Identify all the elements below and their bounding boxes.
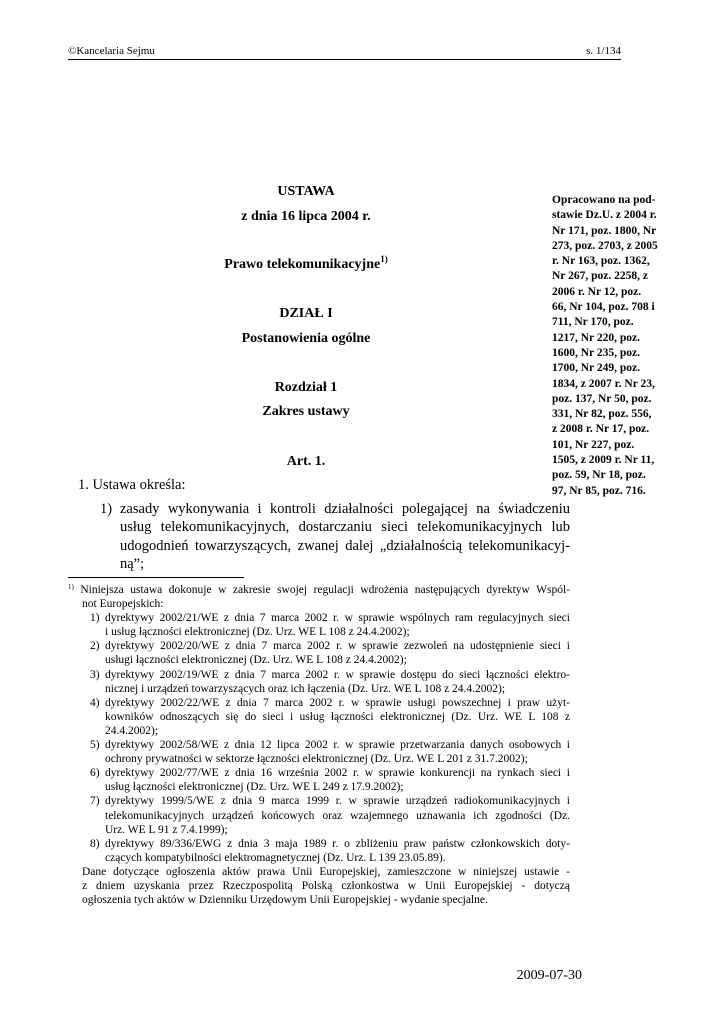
list-item-number: 1) [100, 501, 113, 517]
list-item-line: ną”; [120, 555, 145, 572]
footnote-line: Dane dotyczące ogłoszenia aktów prawa Unii Europejskiej, zamieszczone w niniejszej ustawie - [82, 865, 570, 878]
footnote-line: not Europejskich: [82, 598, 164, 611]
footnote-line: kowników odnoszących się do sieci i usług łączności elektronicznej (Dz. Urz. WE L 108 z [105, 710, 570, 723]
footnote-line: i usług łączności elektronicznej (Dz. Urz. WE L 108 z 24.4.2002); [105, 626, 410, 639]
act-title-footnote-ref: 1) [380, 254, 388, 264]
footnote-line: ochrony prywatności w sektorze łączności elektronicznej (Dz. Urz. WE L 201 z 31.7.2002); [105, 753, 528, 766]
footnote-line-text: Niniejsza ustawa dokonuje w zakresie swojej regulacji wdrożenia następujących dyrektyw Wspól- [80, 584, 570, 596]
footnote-marker: 1) [68, 583, 74, 591]
list-item-text [120, 500, 570, 573]
consolidation-note-line: 331, Nr 82, poz. 556, [552, 408, 652, 421]
consolidation-note-line: Opracowano na pod- [552, 194, 656, 206]
consolidation-note-line: z 2008 r. Nr 17, poz. [552, 423, 650, 436]
footer-date: 2009-07-30 [516, 968, 582, 983]
chapter-heading: Rozdział 1 [274, 380, 338, 395]
consolidation-note-line: stawie Dz.U. z 2004 r. [552, 209, 657, 222]
consolidation-note-line: poz. 59, Nr 18, poz. [552, 469, 646, 482]
consolidation-note-line: 2006 r. Nr 12, poz. [552, 285, 642, 298]
division-title: Postanowienia ogólne [241, 331, 371, 346]
publisher-label: ©Kancelaria Sejmu [68, 45, 155, 57]
footnote-marker-wrap [68, 584, 80, 596]
footnote-line: z dniem uzyskania przez Rzeczpospolitą Polską członkostwa w Unii Europejskiej - dotyczą [82, 879, 570, 892]
footnote-item-line: dyrektywy 1999/5/WE z dnia 9 marca 1999 r. w sprawie urządzeń radiokomunikacyjnych i [105, 795, 570, 808]
list-item-1 [100, 500, 570, 573]
footnote-list-item [90, 794, 570, 808]
consolidation-note-line: 711, Nr 170, poz. [552, 316, 634, 329]
footnote-item-line: dyrektywy 2002/19/WE z dnia 7 marca 2002 r. w sprawie dostępu do sieci łączności elektro- [105, 668, 570, 681]
division-heading: DZIAŁ I [279, 306, 333, 321]
footnote-item-line: dyrektywy 89/336/EWG z dnia 3 maja 1989 r. o zbliżeniu praw państw członkowskich doty- [105, 837, 570, 850]
footnote-item-line: dyrektywy 2002/21/WE z dnia 7 marca 2002 r. w sprawie wspólnych ram regulacyjnych sieci [105, 612, 570, 625]
paragraph-1: 1. Ustawa określa: [78, 477, 186, 493]
footnote-line: Urz. WE L 91 z 7.4.1999); [105, 823, 228, 836]
footnote-item-line: dyrektywy 2002/58/WE z dnia 12 lipca 2002 r. w sprawie przetwarzania danych osobowych i [105, 739, 570, 752]
list-item-line: usług telekomunikacyjnych, dostarczaniu sieci telekomunikacyjnych lub [120, 519, 570, 536]
footnote-line: usługi łączności elektronicznej (Dz. Urz. WE L 108 z 24.4.2002); [105, 654, 407, 667]
footnote-item-number: 4) [90, 696, 100, 709]
footnote [68, 583, 570, 907]
consolidation-note-line: 1505, z 2009 r. Nr 11, [552, 454, 655, 467]
footnote-list-item [90, 611, 570, 625]
footnote-item-number: 5) [90, 739, 100, 752]
footnote-list-item [90, 696, 570, 710]
footnote-item-line: dyrektywy 2002/77/WE z dnia 16 września 2002 r. w sprawie konkurencji na rynkach sieci i [105, 767, 570, 780]
act-title [68, 254, 544, 273]
footnote-list-item [90, 766, 570, 780]
consolidation-note-line: 97, Nr 85, poz. 716. [552, 484, 646, 497]
consolidation-note-line: Nr 267, poz. 2258, z [552, 270, 648, 283]
footnote-item-number: 8) [90, 837, 100, 850]
footnote-item-number: 3) [90, 668, 100, 681]
footnote-item-number: 2) [90, 640, 100, 653]
page-header [68, 45, 621, 60]
act-type: USTAWA [277, 184, 335, 199]
footnote-line: czących kompatybilności elektromagnetycznej (Dz. Urz. L 139 23.05.89). [105, 851, 446, 864]
footnote-line: 24.4.2002); [105, 724, 159, 737]
consolidation-note-line: 101, Nr 227, poz. [552, 438, 635, 451]
list-item-line: zasady wykonywania i kontroli działalności polegającej na świadczeniu [120, 501, 570, 517]
consolidation-note-line: 273, poz. 2703, z 2005 [552, 239, 658, 252]
footnote-item-line: dyrektywy 2002/20/WE z dnia 7 marca 2002 r. w sprawie zezwoleń na udostępnienie sieci i [105, 640, 570, 653]
consolidation-note-line: 66, Nr 104, poz. 708 i [552, 301, 655, 314]
consolidation-note-line: 1600, Nr 235, poz. [552, 346, 640, 359]
list-item-line: udogodnień towarzyszących, zwanej dalej „działalnością telekomunikacyj- [120, 537, 570, 554]
footnote-line [68, 583, 570, 597]
consolidation-note-line: Nr 171, poz. 1800, Nr [552, 224, 657, 237]
consolidation-note-line: 1834, z 2007 r. Nr 23, [552, 377, 655, 390]
footnote-list-item [90, 639, 570, 653]
consolidation-note-line: r. Nr 163, poz. 1362, [552, 255, 650, 268]
footnote-line: usług łączności elektronicznej (Dz. Urz. WE L 249 z 17.9.2002); [105, 781, 404, 794]
consolidation-note-line: 1217, Nr 220, poz. [552, 331, 640, 344]
act-date: z dnia 16 lipca 2004 r. [241, 209, 371, 224]
footnote-item-number: 6) [90, 767, 100, 780]
footnote-item-number: 1) [90, 612, 100, 625]
footnote-list-item [90, 738, 570, 752]
footnote-line: nicznej i urządzeń towarzyszących oraz ich łączenia (Dz. Urz. WE L 108 z 24.4.2002); [105, 682, 506, 695]
footnote-list-item [90, 837, 570, 851]
consolidation-note-line: poz. 137, Nr 50, poz. [552, 392, 652, 405]
article-heading: Art. 1. [286, 454, 326, 469]
footnote-item-line: dyrektywy 2002/22/WE z dnia 7 marca 2002 r. w sprawie usługi powszechnej i praw użyt- [105, 696, 570, 709]
consolidation-note [552, 193, 670, 499]
chapter-title: Zakres ustawy [262, 404, 350, 419]
footnote-separator [68, 577, 244, 578]
footnote-item-number: 7) [90, 795, 100, 808]
footnote-line: ogłoszenia tych aktów w Dzienniku Urzędowym Unii Europejskiej - wydanie specjalne. [82, 894, 488, 907]
act-title-text: Prawo telekomunikacyjne [224, 257, 381, 272]
footnote-list-item [90, 668, 570, 682]
footnote-line: telekomunikacyjnych urządzeń końcowych oraz wzajemnego uznawania ich zgodności (Dz. [105, 809, 570, 822]
consolidation-note-line: 1700, Nr 249, poz. [552, 362, 640, 375]
page-number: s. 1/134 [586, 45, 621, 57]
